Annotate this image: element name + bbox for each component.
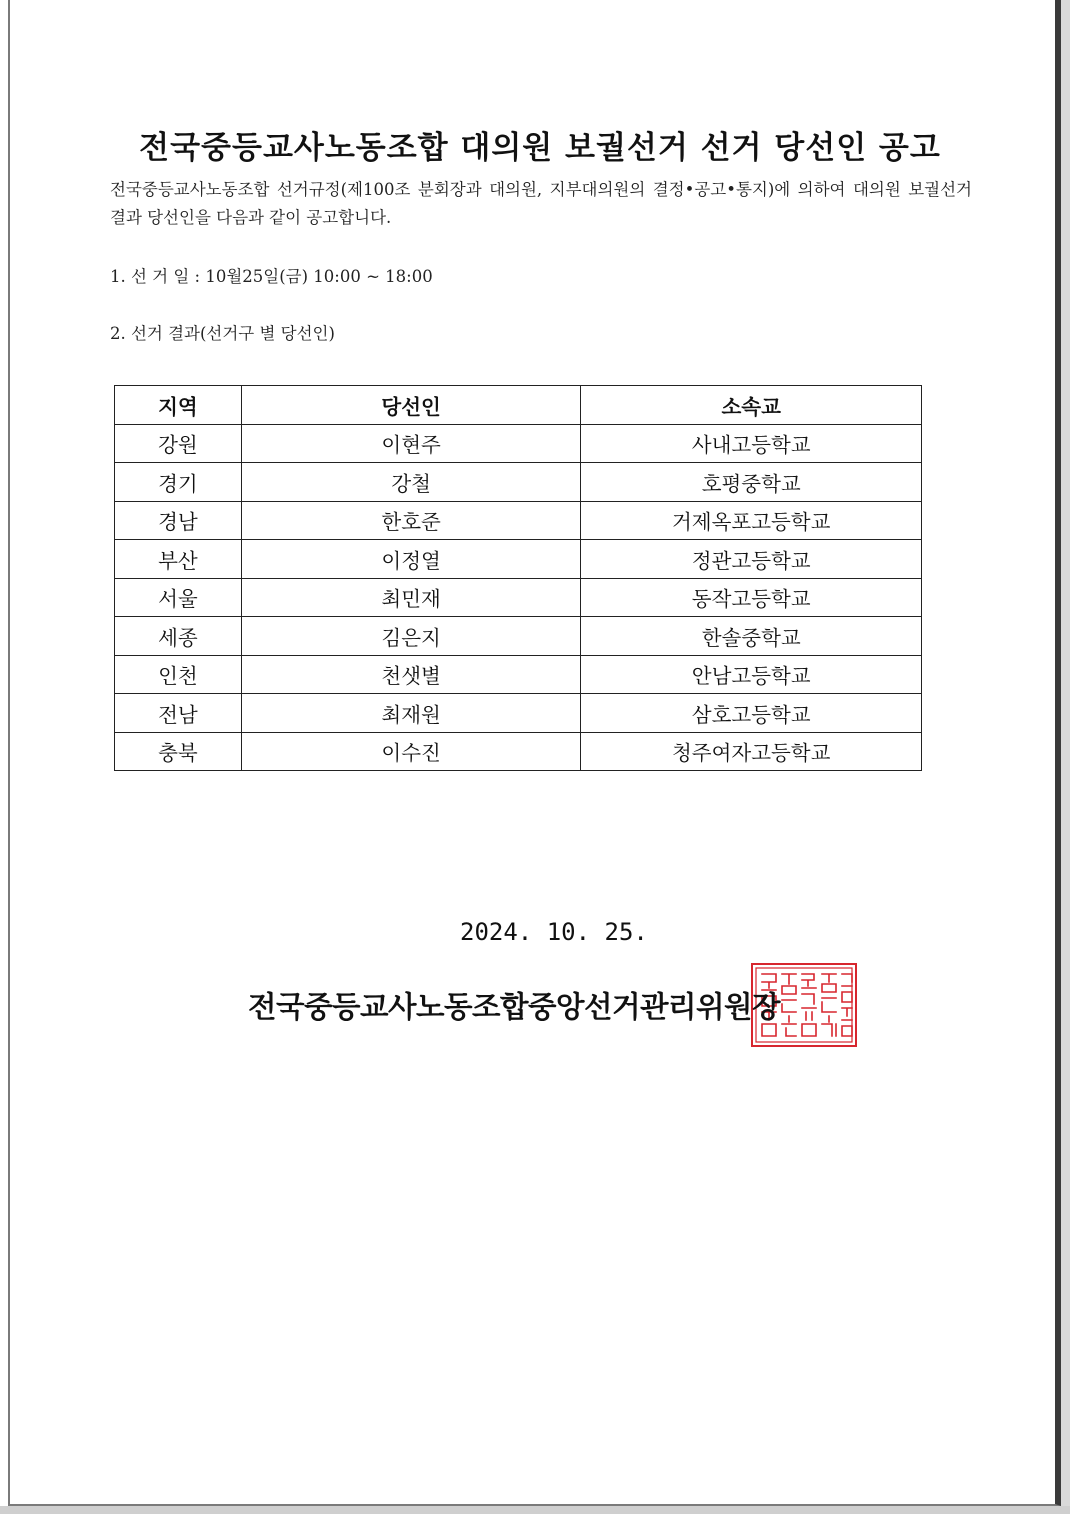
election-date-line: 1. 선 거 일 : 10월25일(금) 10:00 ~ 18:00 — [110, 267, 433, 286]
cell-winner: 한호준 — [241, 501, 581, 540]
cell-school: 삼호고등학교 — [581, 694, 922, 733]
cell-region: 강원 — [115, 424, 242, 463]
cell-school: 거제옥포고등학교 — [581, 501, 922, 540]
cell-region: 전남 — [115, 694, 242, 733]
table-header-row — [115, 386, 922, 425]
notice-intro: 전국중등교사노동조합 선거규정(제100조 분회장과 대의원, 지부대의원의 결정•공고•통지)에 의하여 대의원 보궐선거 결과 당선인을 다음과 같이 공고합니다. — [110, 180, 972, 227]
cell-school: 한솔중학교 — [581, 617, 922, 656]
committee-chair-signature: 전국중등교사노동조합중앙선거관리위원장 — [248, 990, 780, 1024]
notice-date: 2024. 10. 25. — [460, 918, 648, 946]
cell-region: 서울 — [115, 578, 242, 617]
cell-school: 안남고등학교 — [581, 655, 922, 694]
cell-winner: 이수진 — [241, 732, 581, 771]
cell-winner: 이정열 — [241, 540, 581, 579]
header-school: 소속교 — [581, 386, 922, 425]
cell-winner: 최민재 — [241, 578, 581, 617]
table-row — [115, 501, 922, 540]
table-row — [115, 694, 922, 733]
cell-winner: 이현주 — [241, 424, 581, 463]
election-result-heading: 2. 선거 결과(선거구 별 당선인) — [110, 324, 335, 343]
cell-school: 청주여자고등학교 — [581, 732, 922, 771]
cell-region: 경남 — [115, 501, 242, 540]
cell-winner: 천샛별 — [241, 655, 581, 694]
cell-winner: 최재원 — [241, 694, 581, 733]
page-right-edge — [1061, 0, 1070, 1514]
table-row — [115, 655, 922, 694]
cell-region: 충북 — [115, 732, 242, 771]
notice-title: 전국중등교사노동조합 대의원 보궐선거 선거 당선인 공고 — [139, 130, 941, 166]
cell-winner: 강철 — [241, 463, 581, 502]
table-row — [115, 617, 922, 656]
cell-region: 경기 — [115, 463, 242, 502]
table-row — [115, 463, 922, 502]
cell-region: 인천 — [115, 655, 242, 694]
cell-school: 동작고등학교 — [581, 578, 922, 617]
cell-school: 정관고등학교 — [581, 540, 922, 579]
cell-region: 세종 — [115, 617, 242, 656]
cell-winner: 김은지 — [241, 617, 581, 656]
table-row — [115, 732, 922, 771]
header-region: 지역 — [115, 386, 242, 425]
table-row — [115, 424, 922, 463]
cell-region: 부산 — [115, 540, 242, 579]
table-row — [115, 578, 922, 617]
cell-school: 사내고등학교 — [581, 424, 922, 463]
results-table — [114, 385, 922, 771]
table-row — [115, 540, 922, 579]
header-winner: 당선인 — [241, 386, 581, 425]
cell-school: 호평중학교 — [581, 463, 922, 502]
page-bottom-edge — [0, 1506, 1070, 1514]
